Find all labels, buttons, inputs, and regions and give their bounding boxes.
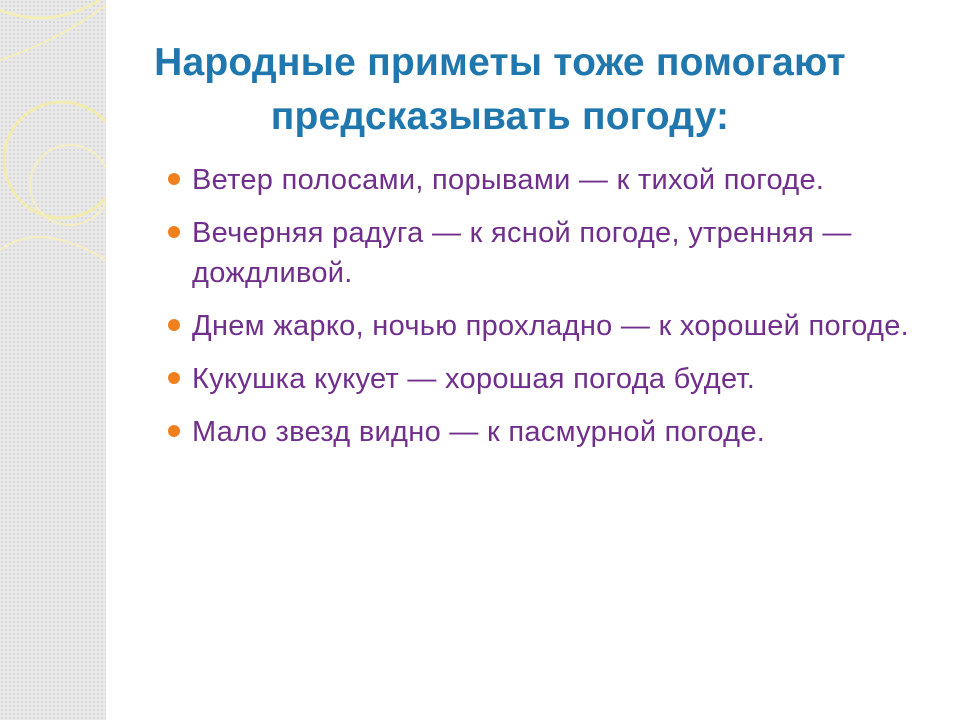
bullet-item xyxy=(168,359,938,399)
bullet-item xyxy=(168,213,938,293)
decor-circle-large xyxy=(4,102,106,218)
bullet-item xyxy=(168,306,938,346)
bullet-text: Кукушка кукует — хорошая погода будет. xyxy=(192,363,756,395)
decor-circle-small xyxy=(30,145,106,225)
bullet-dot-icon xyxy=(168,226,180,238)
decorative-circles xyxy=(0,0,106,720)
bullet-text: Ветер полосами, порывами — к тихой погоде. xyxy=(192,164,825,196)
decorative-side-strip xyxy=(0,0,106,720)
slide-title: Народные приметы тоже помогают предсказывать погоду: xyxy=(154,41,846,138)
bullet-dot-icon xyxy=(168,173,180,185)
bullet-item xyxy=(168,412,938,452)
bullet-dot-icon xyxy=(168,319,180,331)
decor-arc-top-2 xyxy=(0,5,106,60)
bullet-dot-icon xyxy=(168,372,180,384)
bullet-text: Вечерняя радуга — к ясной погоде, утренняя —дождливой. xyxy=(192,217,852,289)
bullet-text: Днем жарко, ночью прохладно — к хорошей погоде. xyxy=(192,310,910,342)
decor-arc-bottom xyxy=(0,237,106,260)
bullet-text: Мало звезд видно — к пасмурной погоде. xyxy=(192,416,766,448)
bullet-dot-icon xyxy=(168,425,180,437)
bullet-list xyxy=(168,160,938,465)
decor-arc-top xyxy=(0,0,100,18)
bullet-item xyxy=(168,160,938,200)
